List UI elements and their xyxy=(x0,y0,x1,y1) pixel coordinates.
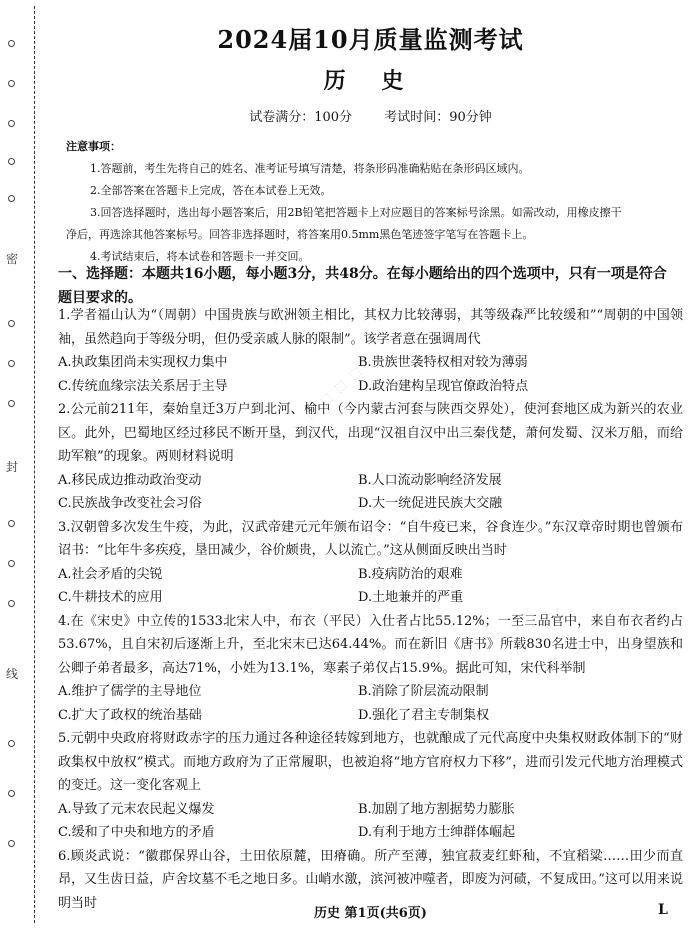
note-item: 4.考试结束后，将本试卷和答题卡一并交回。 xyxy=(90,250,310,263)
question-stem: 6.顾炎武说：“徽郡保界山谷，土田依原麓，田瘠确。所产至薄，独宜菽麦红虾秈，不宜稻粱……田少而直昂，又生齿日益，庐舍坟墓不毛之地日多。山峭水激，滨河被冲噬者，即废为河碛，不复成田。”这可以用来说明当时 xyxy=(58,848,683,911)
subject-title: 历 史 xyxy=(323,68,418,94)
option-d[interactable]: D.有利于地方士绅群体崛起 xyxy=(358,825,516,840)
binding-hole xyxy=(8,790,15,797)
question-stem: 3.汉朝曾多次发生牛疫，为此，汉武帝建元元年颁布诏令：“自牛疫已来，谷食连少。”东汉章帝时期也曾颁布诏书：“比年牛多疾疫，垦田减少，谷价颇贵，人以流亡。”这从侧面反映出当时 xyxy=(58,519,683,558)
notes-block xyxy=(66,136,676,268)
question-1 xyxy=(58,304,683,398)
binding-hole xyxy=(8,560,15,567)
binding-hole xyxy=(8,600,15,607)
note-item: 1.答题前，考生先将自己的姓名、准考证号填写清楚，将条形码准确粘贴在条形码区域内。 xyxy=(90,162,530,175)
binding-hole xyxy=(8,360,15,367)
question-stem: 2.公元前211年，秦始皇迁3万户到北河、榆中（今内蒙古河套与陕西交界处），使河套地区成为新兴的农业区。此外，巴蜀地区经过移民不断开垦，到汉代，出现“汉祖自汉中出三秦伐楚，萧何发蜀、汉米万船，而给助军粮”的现象。两则材料说明 xyxy=(58,402,683,464)
option-c[interactable]: C.扩大了政权的统治基础 xyxy=(58,707,202,723)
question-options xyxy=(58,469,683,516)
binding-hole xyxy=(8,40,15,47)
option-d[interactable]: D.强化了君主专制集权 xyxy=(358,707,490,723)
option-a[interactable]: A.移民成边推动政治变动 xyxy=(58,472,202,488)
option-d[interactable]: D.大一统促进民族大交融 xyxy=(358,496,503,511)
binding-hole xyxy=(8,740,15,747)
page-corner-mark: L xyxy=(658,902,668,918)
notes-heading: 注意事项： xyxy=(66,140,121,153)
binding-hole xyxy=(8,158,15,165)
page-footer: 历史 第1页(共6页) xyxy=(314,906,427,921)
option-b[interactable]: B.消除了阶层流动限制 xyxy=(358,684,489,699)
option-d[interactable]: D.土地兼并的严重 xyxy=(358,590,464,605)
exam-paper xyxy=(58,0,683,929)
option-c[interactable]: C.缓和了中央和地方的矛盾 xyxy=(58,825,215,840)
questions-list xyxy=(58,304,683,915)
question-options xyxy=(58,798,683,845)
watermark-stamp: ⬚ ⬚ ⬚ ⬚ xyxy=(302,362,366,422)
binding-hole xyxy=(8,400,15,407)
option-b[interactable]: B.贵族世袭特权相对较为薄弱 xyxy=(358,355,528,370)
binding-hole xyxy=(8,195,15,202)
option-a[interactable]: A.执政集团尚未实现权力集中 xyxy=(58,355,228,370)
exam-title: 2024届10月质量监测考试 xyxy=(217,25,524,54)
question-stem: 5.元朝中央政府将财政赤字的压力通过各种途径转嫁到地方，也就酿成了元代高度中央集权财政体制下的“财政集权中放权”模式。而地方政府为了正常履职，也被迫将“地方官府权力下移”，进而引发元代地方治理模式的变迁。这一变化客观上 xyxy=(58,731,683,793)
option-b[interactable]: B.加剧了地方割据势力膨胀 xyxy=(358,801,515,817)
option-d[interactable]: D.政治建构呈现官僚政治特点 xyxy=(358,378,529,394)
option-a[interactable]: A.维护了儒学的主导地位 xyxy=(58,684,202,699)
binding-char-xian: 线 xyxy=(6,667,19,681)
binding-char-mi: 密 xyxy=(6,252,19,266)
option-c[interactable]: C.传统血缘宗法关系居于主导 xyxy=(58,378,228,394)
binding-margin xyxy=(0,0,40,929)
binding-hole xyxy=(8,120,15,127)
full-score: 试卷满分：100分 xyxy=(249,110,353,125)
question-options xyxy=(58,680,683,727)
binding-hole xyxy=(8,520,15,527)
option-c[interactable]: C.民族战争改变社会习俗 xyxy=(58,496,202,511)
binding-dashed-line xyxy=(34,6,35,923)
note-item: 3.回答选择题时，选出每小题答案后，用2B铅笔把答题卡上对应题目的答案标号涂黑。如需改动，用橡皮擦干 xyxy=(90,206,622,219)
note-item: 净后，再选涂其他答案标号。回答非选择题时，将答案用0.5mm黑色笔迹签字笔写在答题卡上。 xyxy=(66,228,534,241)
question-5 xyxy=(58,727,683,845)
question-stem: 1.学者福山认为“（周朝）中国贵族与欧洲领主相比，其权力比较薄弱，其等级森严比较缓和”“周朝的中国领袖，虽然趋向于等级分明，但仍受亲戚人脉的限制”。该学者意在强调周代 xyxy=(58,308,683,347)
option-c[interactable]: C.牛耕技术的应用 xyxy=(58,590,163,605)
note-item: 2.全部答案在答题卡上完成，答在本试卷上无效。 xyxy=(90,184,332,197)
option-b[interactable]: B.人口流动影响经济发展 xyxy=(358,472,502,488)
binding-hole xyxy=(8,320,15,327)
watermark-stamp: ⬚ ⬚ ⬚ ⬚ xyxy=(362,512,426,572)
question-2 xyxy=(58,398,683,516)
exam-duration: 考试时间：90分钟 xyxy=(384,110,492,125)
binding-hole xyxy=(8,80,15,87)
option-a[interactable]: A.导致了元末农民起义爆发 xyxy=(58,801,215,817)
question-4 xyxy=(58,610,683,728)
binding-hole xyxy=(8,840,15,847)
section-heading: 一、选择题：本题共16小题，每小题3分，共48分。在每小题给出的四个选项中，只有一项是符合题目要求的。 xyxy=(58,266,667,306)
option-b[interactable]: B.疫病防治的艰难 xyxy=(358,566,463,582)
option-a[interactable]: A.社会矛盾的尖锐 xyxy=(58,566,163,582)
binding-char-feng: 封 xyxy=(6,460,19,474)
question-stem: 4.在《宋史》中立传的1533北宋人中，布衣（平民）入仕者占比55.12%；一至三品官中，来自布衣者约占53.67%，且自宋初后逐渐上升，至北宋末已达64.44%。而在新旧《唐书》所载830名进士中，出身望族和公卿子弟者最多，高达71%，小姓为13.1%，寒素子弟仅占15.9%。据此可知，宋代科举制 xyxy=(58,613,683,676)
question-options xyxy=(58,351,683,398)
exam-info xyxy=(58,106,683,125)
